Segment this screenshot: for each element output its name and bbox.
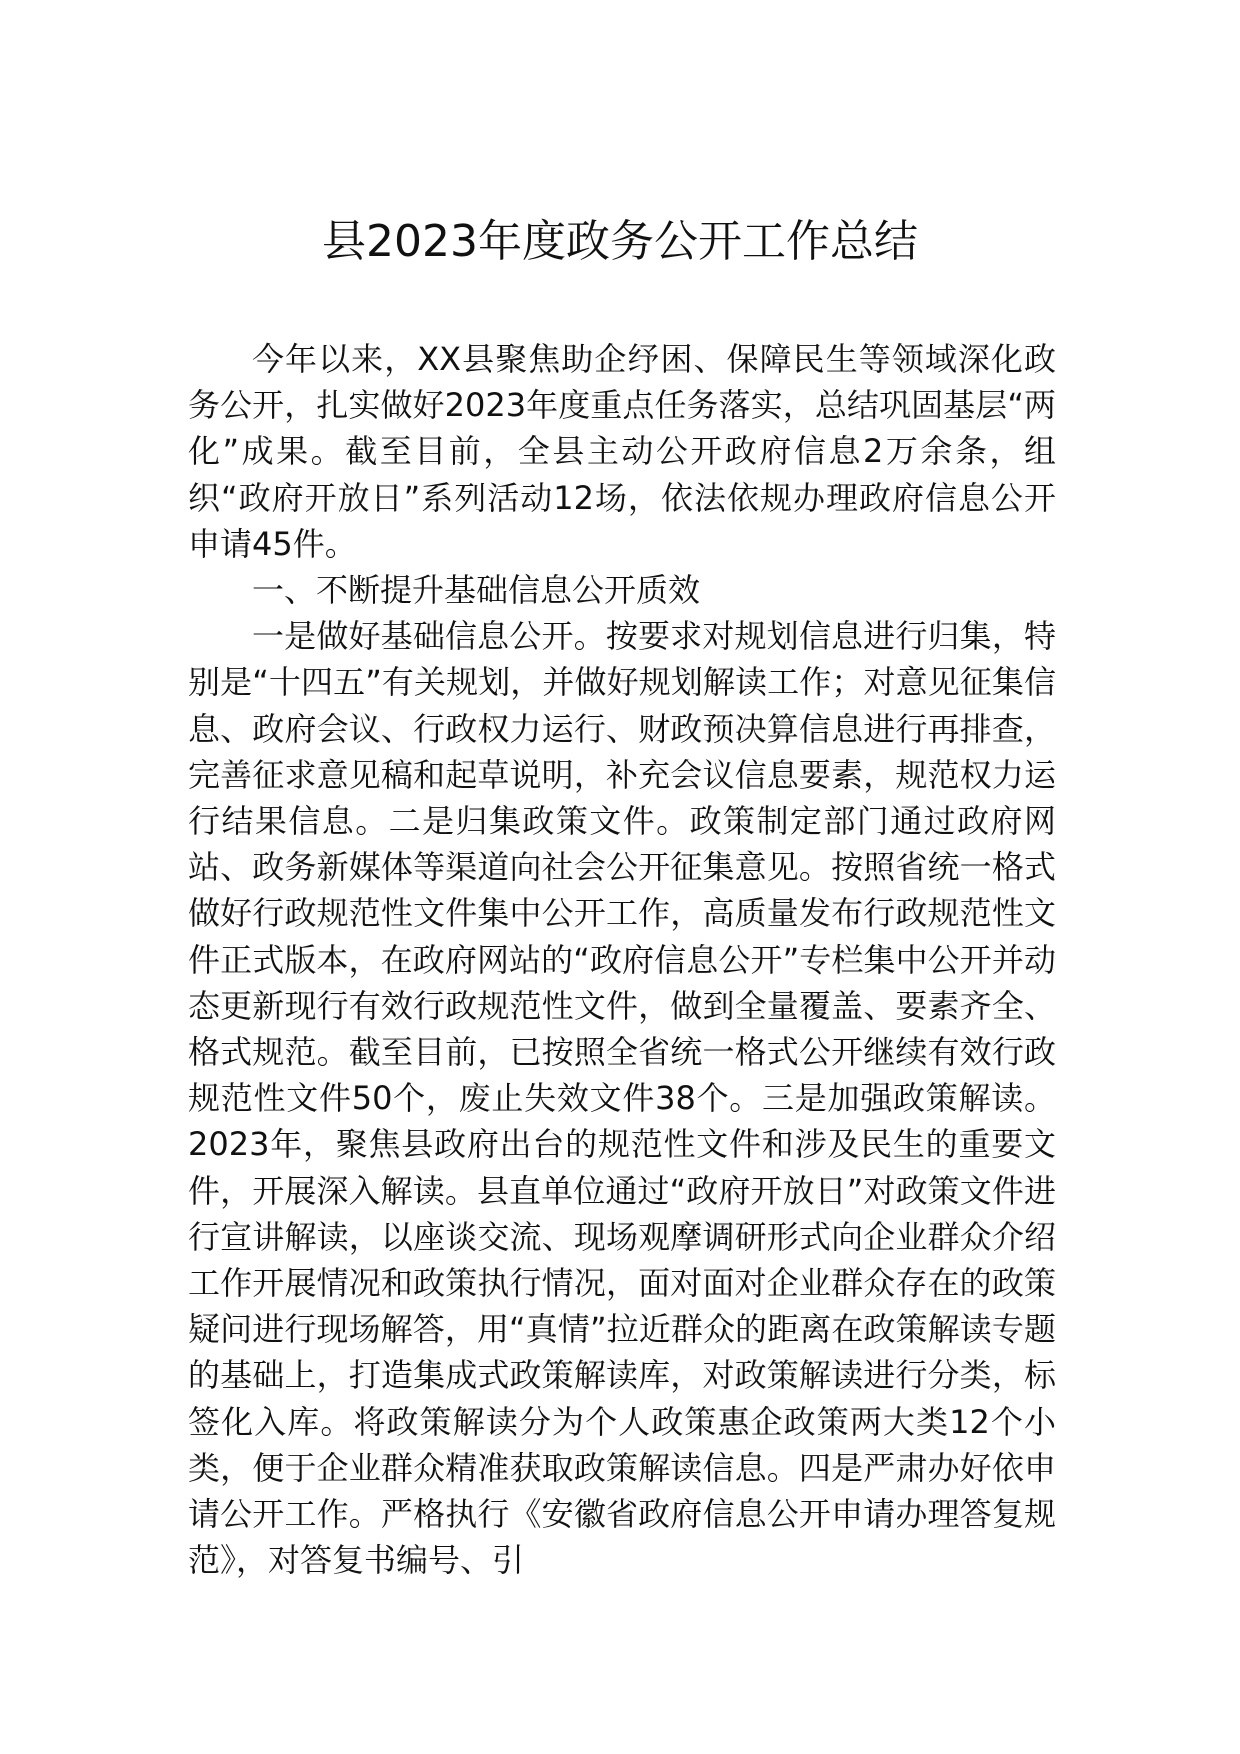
document-body (188, 336, 1056, 1583)
section-heading-1: 一、不断提升基础信息公开质效 (252, 571, 701, 610)
paragraph-intro: 今年以来，XX县聚焦助企纾困、保障民生等领域深化政务公开，扎实做好2023年度重点任务落实，总结巩固基层“两化”成果。截至目前，全县主动公开政府信息2万余条，组织“政府开放日”系列活动12场，依法依规办理政府信息公开申请45件。 (188, 340, 1056, 563)
paragraph-section-1: 一是做好基础信息公开。按要求对规划信息进行归集，特别是“十四五”有关规划，并做好规划解读工作；对意见征集信息、政府会议、行政权力运行、财政预决算信息进行再排查，完善征求意见稿和起草说明，补充会议信息要素，规范权力运行结果信息。二是归集政策文件。政策制定部门通过政府网站、政务新媒体等渠道向社会公开征集意见。按照省统一格式做好行政规范性文件集中公开工作，高质量发布行政规范性文件正式版本，在政府网站的“政府信息公开”专栏集中公开并动态更新现行有效行政规范性文件，做到全量覆盖、要素齐全、格式规范。截至目前，已按照全省统一格式公开继续有效行政规范性文件50个，废止失效文件38个。三是加强政策解读。2023年，聚焦县政府出台的规范性文件和涉及民生的重要文件，开展深入解读。县直单位通过“政府开放日”对政策文件进行宣讲解读，以座谈交流、现场观摩调研形式向企业群众介绍工作开展情况和政策执行情况，面对面对企业群众存在的政策疑问进行现场解答，用“真情”拉近群众的距离在政策解读专题的基础上，打造集成式政策解读库，对政策解读进行分类，标签化入库。将政策解读分为个人政策惠企政策两大类12个小类，便于企业群众精准获取政策解读信息。四是严肃办好依申请公开工作。严格执行《安徽省政府信息公开申请办理答复规范》，对答复书编号、引 (188, 617, 1056, 1580)
document-title: 县2023年度政务公开工作总结 (322, 216, 918, 267)
